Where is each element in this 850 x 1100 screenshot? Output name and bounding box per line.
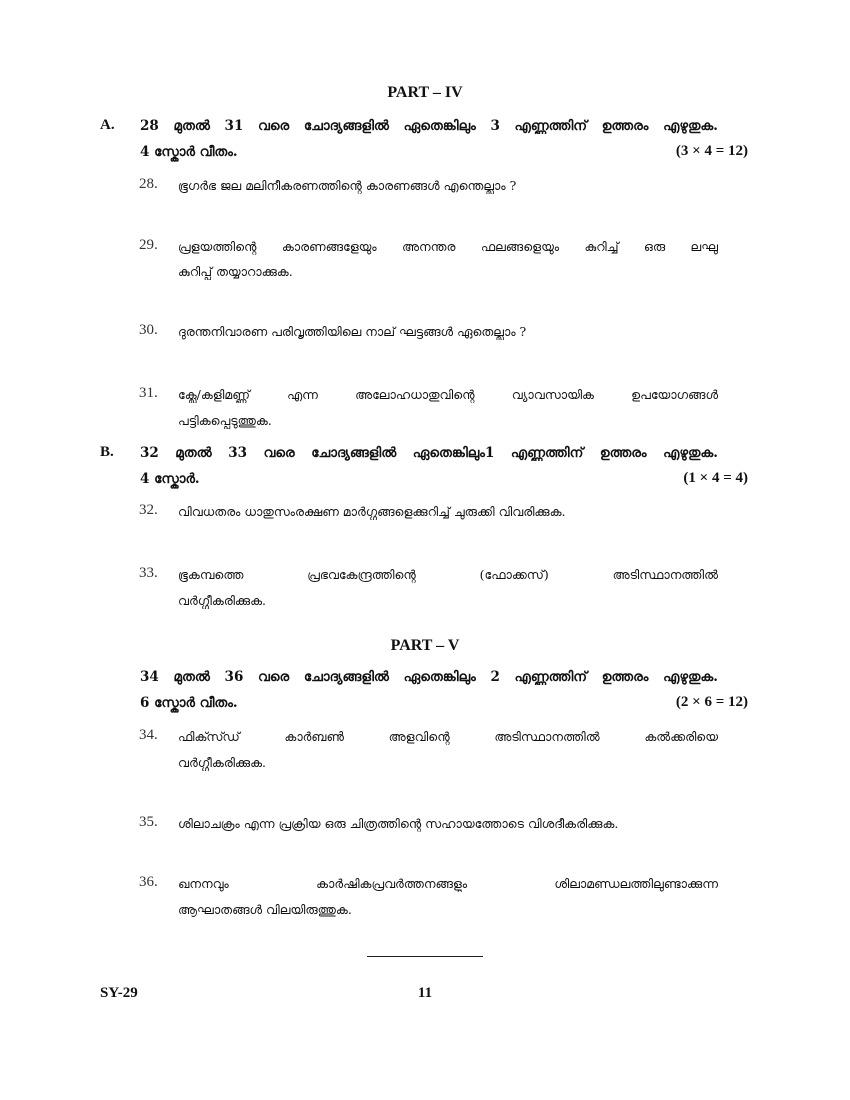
question-30-text: ദുരന്തനിവാരണ പരിവൃത്തിയിലെ നാല് ഘട്ടങ്ങൾ ഏതെല്ലാം ?	[178, 324, 527, 339]
question-34-text-line2: വർഗ്ഗീകരിക്കുക.	[178, 755, 267, 770]
section-a-score-note: 4 സ്കോർ വീതം.	[140, 144, 238, 160]
question-35-number: 35.	[139, 814, 158, 830]
question-36-number: 36.	[139, 874, 158, 890]
question-32-number: 32.	[139, 502, 158, 518]
question-33-text-line1: ഭൂകമ്പത്തെ പ്രഭവകേന്ദ്രത്തിന്റെ (ഫോക്കസ്) അടിസ്ഥാനത്തിൽ	[178, 567, 718, 582]
question-36-text-line1: ഖനനവും കാർഷികപ്രവർത്തനങ്ങളും ശിലാമണ്ഡലത്തിലുണ്ടാക്കുന്ന	[178, 876, 718, 891]
section-a-marks: (3 × 4 = 12)	[675, 143, 748, 159]
question-33-text-line2: വർഗ്ഗീകരിക്കുക.	[178, 593, 267, 608]
part-4-title: PART – IV	[387, 84, 463, 101]
section-b-letter: B.	[100, 444, 114, 460]
section-a-instruction: 28 മുതൽ 31 വരെ ചോദ്യങ്ങളിൽ ഏതെങ്കിലും 3 എണ്ണത്തിന് ഉത്തരം എഴുതുക.	[140, 118, 718, 134]
part-5-instruction: 34 മുതൽ 36 വരെ ചോദ്യങ്ങളിൽ ഏതെങ്കിലും 2 എണ്ണത്തിന് ഉത്തരം എഴുതുക.	[140, 669, 718, 685]
question-34-number: 34.	[139, 727, 158, 743]
end-divider	[367, 956, 483, 957]
section-b-instruction: 32 മുതൽ 33 വരെ ചോദ്യങ്ങളിൽ ഏതെങ്കിലും1 എണ്ണത്തിന് ഉത്തരം എഴുതുക.	[140, 445, 718, 461]
question-34-text-line1: ഫിക്സ്ഡ് കാർബൺ അളവിന്റെ അടിസ്ഥാനത്തിൽ കൽക്കരിയെ	[178, 729, 718, 744]
question-35-text: ശിലാചക്രം എന്ന പ്രക്രിയ ഒരു ചിത്രത്തിന്റെ സഹായത്തോടെ വിശദീകരിക്കുക.	[178, 816, 619, 831]
page-number: 11	[417, 985, 433, 1001]
section-b-score-note: 4 സ്കോർ.	[140, 471, 200, 487]
question-32-text: വിവധതരം ധാതുസംരക്ഷണ മാർഗ്ഗങ്ങളെക്കുറിച്ച് ചുരുക്കി വിവരിക്കുക.	[178, 504, 566, 519]
part-5-title: PART – V	[390, 637, 460, 654]
question-31-text-line2: പട്ടികപ്പെടുത്തുക.	[178, 413, 272, 428]
question-30-number: 30.	[139, 322, 158, 338]
part-5-score-note: 6 സ്കോർ വീതം.	[140, 695, 238, 711]
question-31-text-line1: ക്ലേ/കളിമണ്ണ് എന്ന അലോഹധാതുവിന്റെ വ്യാവസായിക ഉപയോഗങ്ങൾ	[178, 387, 718, 402]
section-b-marks: (1 × 4 = 4)	[683, 470, 748, 486]
question-33-number: 33.	[139, 565, 158, 581]
section-a-letter: A.	[100, 117, 115, 133]
question-29-text-line2: കുറിപ്പ് തയ്യാറാക്കുക.	[178, 264, 293, 279]
question-36-text-line2: ആഘാതങ്ങൾ വിലയിരുത്തുക.	[178, 902, 352, 917]
question-29-number: 29.	[139, 237, 158, 253]
part-5-marks: (2 × 6 = 12)	[675, 694, 748, 710]
question-31-number: 31.	[139, 385, 158, 401]
question-28-number: 28.	[139, 176, 158, 192]
paper-code: SY-29	[100, 985, 138, 1001]
question-28-text: ഭൂഗർഭ ജല മലിനീകരണത്തിന്റെ കാരണങ്ങൾ എന്തെല്ലാം ?	[178, 178, 517, 193]
question-29-text-line1: പ്രളയത്തിന്റെ കാരണങ്ങളേയും അനന്തര ഫലങ്ങളെയും കുറിച്ച് ഒരു ലഘു	[178, 239, 718, 254]
